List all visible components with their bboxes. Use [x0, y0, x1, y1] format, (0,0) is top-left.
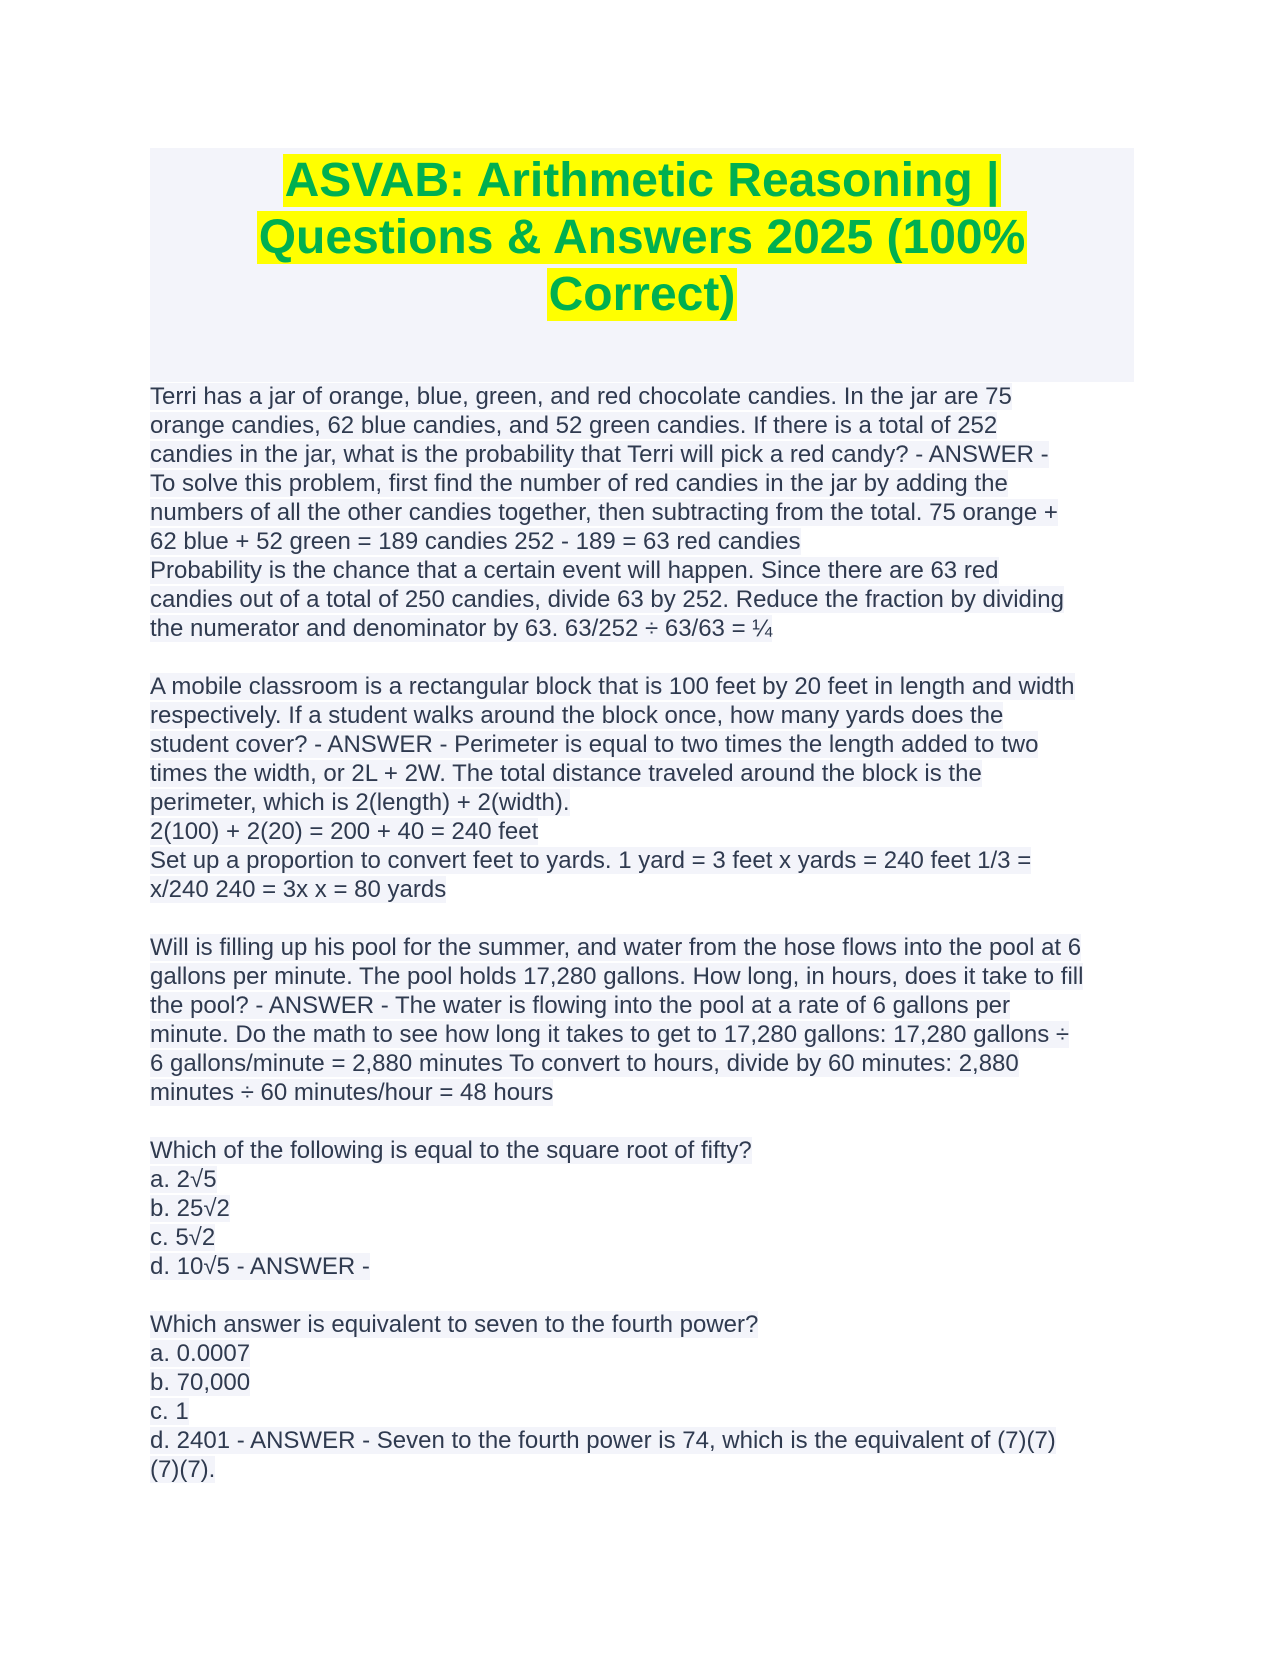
text-line: candies in the jar, what is the probability that Terri will pick a red candy? - ANSWER - — [150, 441, 1049, 468]
text-line: Probability is the chance that a certain event will happen. Since there are 63 red — [150, 557, 999, 584]
text-line: A mobile classroom is a rectangular block that is 100 feet by 20 feet in length and width — [150, 673, 1075, 700]
qa-item — [150, 382, 1134, 643]
text-line: perimeter, which is 2(length) + 2(width). — [150, 789, 570, 816]
qa-item — [150, 1136, 1134, 1281]
text-line: 2(100) + 2(20) = 200 + 40 = 240 feet — [150, 818, 539, 845]
title-block — [150, 148, 1134, 382]
text-line: candies out of a total of 250 candies, divide 63 by 252. Reduce the fraction by dividing — [150, 586, 1064, 613]
text-line: minute. Do the math to see how long it takes to get to 17,280 gallons: 17,280 gallons ÷ — [150, 1021, 1070, 1048]
text-line: minutes ÷ 60 minutes/hour = 48 hours — [150, 1079, 554, 1106]
text-line: orange candies, 62 blue candies, and 52 green candies. If there is a total of 252 — [150, 412, 998, 439]
qa-item — [150, 672, 1134, 904]
text-line: times the width, or 2L + 2W. The total distance traveled around the block is the — [150, 760, 982, 787]
text-line: To solve this problem, first find the number of red candies in the jar by adding the — [150, 470, 1008, 497]
document-page — [150, 148, 1134, 1513]
text-line: Terri has a jar of orange, blue, green, and red chocolate candies. In the jar are 75 — [150, 383, 1012, 410]
text-line: Which answer is equivalent to seven to the fourth power? — [150, 1311, 759, 1338]
text-line: c. 1 — [150, 1398, 189, 1425]
text-line: numbers of all the other candies together, then subtracting from the total. 75 orange + — [150, 499, 1058, 526]
text-line: gallons per minute. The pool holds 17,280 gallons. How long, in hours, does it take to fill — [150, 963, 1084, 990]
title-line: ASVAB: Arithmetic Reasoning | — [284, 154, 1000, 207]
text-line: the numerator and denominator by 63. 63/252 ÷ 63/63 = ¼ — [150, 615, 773, 642]
text-line: (7)(7). — [150, 1456, 216, 1483]
text-line: Will is filling up his pool for the summer, and water from the hose flows into the pool at 6 — [150, 934, 1082, 961]
text-line: b. 25√2 — [150, 1195, 230, 1222]
qa-item — [150, 1310, 1134, 1484]
text-line: d. 2401 - ANSWER - Seven to the fourth power is 74, which is the equivalent of (7)(7) — [150, 1427, 1056, 1454]
title-line: Questions & Answers 2025 (100% — [258, 211, 1026, 264]
title-line: Correct) — [548, 268, 736, 321]
text-line: a. 0.0007 — [150, 1340, 251, 1367]
text-line: b. 70,000 — [150, 1369, 251, 1396]
text-line: x/240 240 = 3x x = 80 yards — [150, 876, 447, 903]
text-line: student cover? - ANSWER - Perimeter is equal to two times the length added to two — [150, 731, 1039, 758]
text-line: 62 blue + 52 green = 189 candies 252 - 189 = 63 red candies — [150, 528, 801, 555]
text-line: Set up a proportion to convert feet to yards. 1 yard = 3 feet x yards = 240 feet 1/3 = — [150, 847, 1032, 874]
qa-item — [150, 933, 1134, 1107]
text-line: Which of the following is equal to the square root of fifty? — [150, 1137, 752, 1164]
text-line: respectively. If a student walks around the block once, how many yards does the — [150, 702, 1004, 729]
text-line: 6 gallons/minute = 2,880 minutes To convert to hours, divide by 60 minutes: 2,880 — [150, 1050, 1019, 1077]
text-line: c. 5√2 — [150, 1224, 216, 1251]
text-line: a. 2√5 — [150, 1166, 217, 1193]
text-line: d. 10√5 - ANSWER - — [150, 1253, 370, 1280]
document-title — [150, 152, 1134, 323]
text-line: the pool? - ANSWER - The water is flowing into the pool at a rate of 6 gallons per — [150, 992, 1011, 1019]
qa-content — [150, 382, 1134, 1484]
